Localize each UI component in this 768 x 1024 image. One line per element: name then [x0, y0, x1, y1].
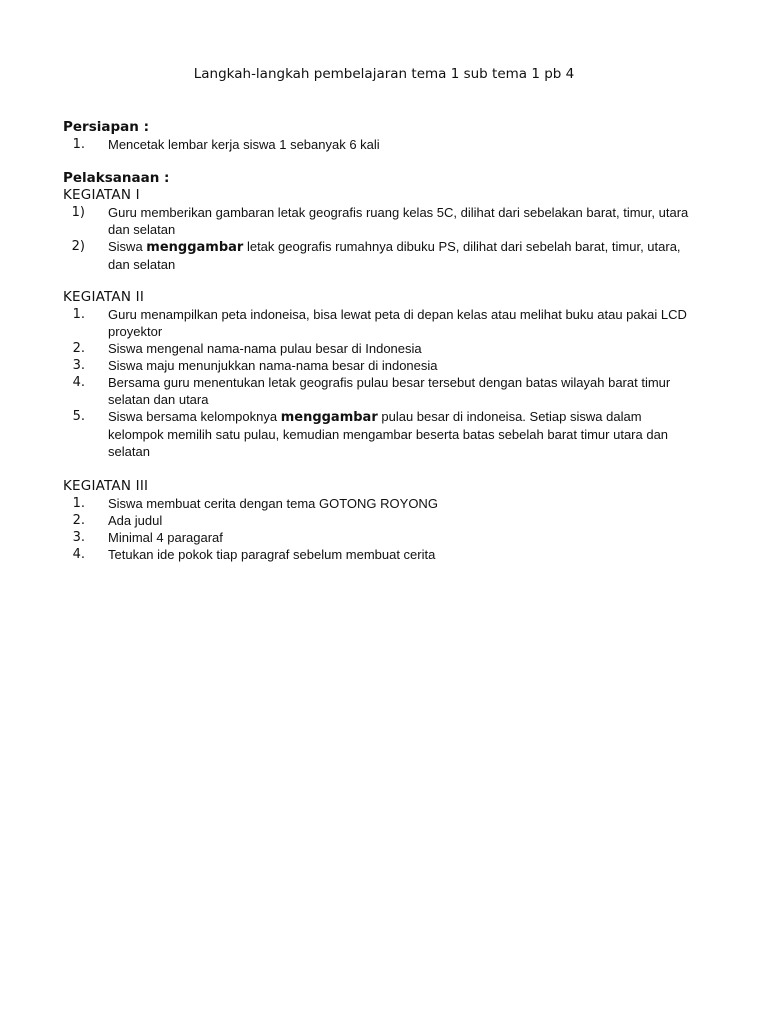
list-item	[63, 238, 713, 273]
list-text: Siswa maju menunjukkan nama-nama besar di indonesia	[108, 358, 438, 373]
list-item	[63, 546, 713, 563]
text-run: letak geografis rumahnya dibuku PS, dilihat dari sebelah barat, timur, utara, dan selatan	[108, 239, 681, 272]
list-number: 1.	[72, 137, 85, 152]
list-item	[63, 495, 713, 512]
list-text: Tetukan ide pokok tiap paragraf sebelum membuat cerita	[108, 547, 436, 562]
section-kegiatan-2	[63, 289, 713, 460]
list-number: 1.	[72, 307, 85, 322]
list-text: Ada judul	[108, 513, 163, 528]
kegiatan-1-list	[63, 204, 713, 273]
list-item	[63, 357, 713, 374]
list-item	[63, 374, 713, 408]
kegiatan-3-heading: KEGIATAN III	[63, 478, 149, 494]
page-title: Langkah-langkah pembelajaran tema 1 sub tema 1 pb 4	[193, 66, 575, 82]
section-pelaksanaan	[63, 170, 713, 273]
list-item	[63, 512, 713, 529]
bold-keyword: menggambar	[280, 410, 378, 425]
list-item	[63, 136, 713, 153]
list-number: 4.	[72, 547, 85, 562]
list-number: 2)	[71, 239, 85, 254]
list-number: 5.	[72, 409, 85, 424]
list-text: Guru menampilkan peta indoneisa, bisa lewat peta di depan kelas atau melihat buku atau pakai LCD proyektor	[108, 307, 687, 339]
list-number: 2.	[72, 513, 85, 528]
list-number: 1.	[72, 496, 85, 511]
list-text: Bersama guru menentukan letak geografis pulau besar tersebut dengan batas wilayah barat timur selatan dan utara	[108, 375, 671, 407]
list-number: 4.	[72, 375, 85, 390]
list-item	[63, 408, 713, 460]
list-item	[63, 340, 713, 357]
list-item	[63, 529, 713, 546]
list-item	[63, 306, 713, 340]
section-kegiatan-3	[63, 478, 713, 563]
pelaksanaan-heading: Pelaksanaan :	[63, 170, 170, 186]
persiapan-heading: Persiapan :	[63, 119, 149, 135]
list-item	[63, 204, 713, 238]
list-text: Siswa membuat cerita dengan tema GOTONG ROYONG	[108, 496, 438, 511]
list-text: Guru memberikan gambaran letak geografis ruang kelas 5C, dilihat dari sebelakan barat, timur, utara dan selatan	[108, 205, 689, 237]
list-text: Minimal 4 paragaraf	[108, 530, 223, 545]
text-run: Siswa	[108, 239, 147, 254]
list-text	[108, 238, 698, 273]
kegiatan-3-list	[63, 495, 713, 563]
text-run: pulau besar di indoneisa. Setiap siswa dalam kelompok memilih satu pulau, kemudian mengambar beserta batas sebelah barat timur utara dan selatan	[108, 409, 669, 459]
list-number: 3.	[72, 358, 85, 373]
text-run: Siswa bersama kelompoknya	[108, 409, 281, 424]
section-persiapan	[63, 119, 713, 153]
list-number: 3.	[72, 530, 85, 545]
list-number: 1)	[71, 205, 85, 220]
list-text	[108, 408, 698, 460]
persiapan-list	[63, 136, 713, 153]
list-text: Mencetak lembar kerja siswa 1 sebanyak 6 kali	[108, 137, 380, 152]
kegiatan-2-list	[63, 306, 713, 460]
kegiatan-2-heading: KEGIATAN II	[63, 289, 144, 305]
list-text: Siswa mengenal nama-nama pulau besar di Indonesia	[108, 341, 422, 356]
bold-keyword: menggambar	[146, 240, 244, 255]
list-number: 2.	[72, 341, 85, 356]
kegiatan-1-heading: KEGIATAN I	[63, 187, 140, 203]
